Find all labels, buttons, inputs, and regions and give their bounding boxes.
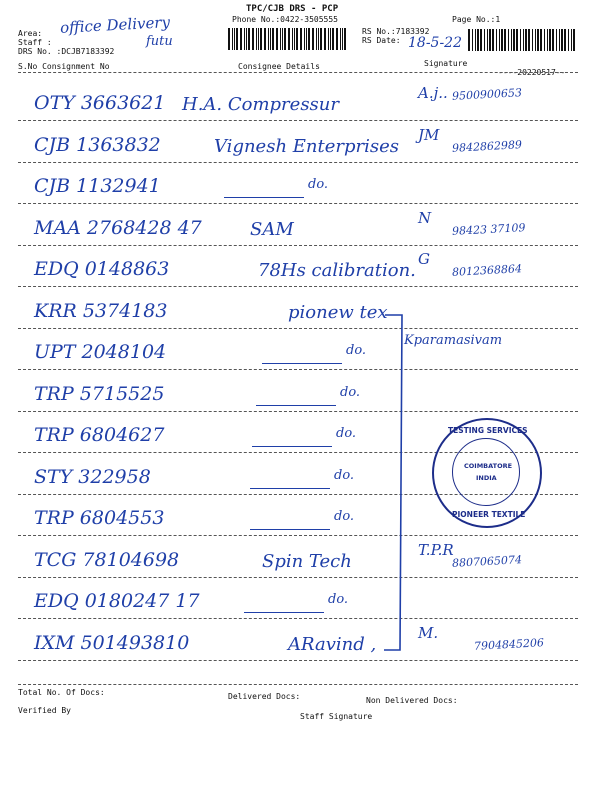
consignee-name: Spin Tech — [262, 550, 352, 572]
consignment-number: IXM 501493810 — [34, 631, 190, 654]
barcode-bar — [228, 28, 230, 50]
ditto-line — [252, 446, 332, 447]
company-stamp — [432, 418, 542, 528]
row-divider — [18, 369, 578, 370]
consignment-number: STY 322958 — [34, 465, 151, 488]
barcode-bar — [480, 29, 482, 51]
barcode-bar — [324, 28, 326, 50]
row-divider — [18, 120, 578, 121]
consignee-name: ARavind , — [288, 633, 377, 655]
barcode-bar — [559, 29, 560, 51]
barcode-bar — [475, 29, 476, 51]
form-title: TPC/CJB DRS - PCP — [246, 4, 339, 14]
barcode-bar — [276, 28, 278, 50]
row-divider — [18, 411, 578, 412]
barcode-bar — [252, 28, 254, 50]
consignment-number: TCG 78104698 — [34, 548, 180, 571]
barcode-bar — [513, 29, 515, 51]
barcode-bar — [525, 29, 527, 51]
phone-number: Phone No.:0422-3505555 — [232, 15, 338, 24]
consignee-name: pionew tex — [288, 301, 388, 323]
receiver-signature: A.j.. — [418, 84, 448, 102]
barcode-bar — [284, 28, 286, 50]
consignment-number: EDQ 0180247 17 — [34, 590, 200, 612]
barcode-bar — [272, 28, 274, 50]
barcode-bar — [549, 29, 551, 51]
barcode-bar — [282, 28, 283, 50]
consignee-name: Vignesh Enterprises — [214, 135, 399, 157]
barcode-bar — [260, 28, 262, 50]
total-docs-label: Total No. Of Docs: — [18, 688, 105, 697]
ditto-line — [250, 529, 330, 530]
barcode-bar — [547, 29, 548, 51]
barcode-bar — [344, 28, 346, 50]
barcode-bar — [306, 28, 307, 50]
barcode-bar — [573, 29, 575, 51]
consignment-number: UPT 2048104 — [34, 341, 167, 363]
staff-signature-label: Staff Signature — [300, 712, 373, 721]
barcode-bar — [520, 29, 521, 51]
drs-number: DRS No. :DCJB7183392 — [18, 47, 115, 56]
barcode-bar — [236, 28, 238, 50]
footer-divider — [18, 684, 578, 685]
column-header-consignee: Consignee Details — [238, 62, 320, 71]
barcode-bar — [496, 29, 497, 51]
barcode-bar — [256, 28, 257, 50]
staff-label: Staff : — [18, 38, 52, 47]
receiver-signature: T.P.R — [418, 540, 454, 559]
page-number: Page No.:1 — [452, 15, 501, 24]
receiver-signature: N — [418, 208, 432, 227]
bracket-mark — [380, 310, 420, 660]
barcode-bar — [540, 29, 542, 51]
barcode-bar — [240, 28, 242, 50]
barcode-bar — [312, 28, 314, 50]
consignee-name: H.A. Compressur — [182, 94, 339, 115]
barcode-bar — [336, 28, 338, 50]
receiver-signature: JM — [418, 125, 440, 144]
receiver-phone: 8012368864 — [451, 262, 523, 279]
receiver-signature: G — [418, 250, 430, 268]
barcode-bar — [232, 28, 233, 50]
barcode-bar — [537, 29, 539, 51]
ditto-line — [224, 197, 304, 198]
staff-handwritten: futu — [146, 34, 173, 49]
stamp-inner-ring — [452, 438, 520, 506]
barcode-bar — [501, 29, 503, 51]
barcode-bar — [535, 29, 536, 51]
barcode-bar — [332, 28, 334, 50]
barcode-bar — [499, 29, 500, 51]
consignment-number: MAA 2768428 47 — [34, 216, 202, 239]
consignment-number: TRP 5715525 — [34, 382, 165, 405]
consignee-name: do. — [328, 592, 349, 607]
barcode-bar — [342, 28, 343, 50]
barcode-bar — [484, 29, 485, 51]
barcode-bar — [292, 28, 293, 50]
barcode-bar — [511, 29, 512, 51]
ditto-line — [250, 488, 330, 489]
barcode-bar — [516, 29, 518, 51]
barcode-bar — [487, 29, 488, 51]
stamp-outer-text: TESTING SERVICES — [448, 426, 528, 435]
row-divider — [18, 618, 578, 619]
header-divider — [18, 72, 578, 73]
row-divider — [18, 328, 578, 329]
area-label: Area: — [18, 29, 43, 38]
barcode-bar — [489, 29, 491, 51]
rs-date-label: RS Date: — [362, 36, 401, 45]
barcode-bar — [270, 28, 271, 50]
barcode-bar — [294, 28, 295, 50]
barcode-bar — [318, 28, 319, 50]
column-header-consignment: S.No Consignment No — [18, 62, 110, 71]
receiver-signature: M. — [418, 623, 439, 642]
date-stamp-line: ----20220517-- — [498, 68, 566, 77]
row-divider — [18, 203, 578, 204]
barcode-bar — [296, 28, 298, 50]
barcode-bar — [528, 29, 530, 51]
barcode-bar — [523, 29, 524, 51]
stamp-center-top: COIMBATORE — [464, 462, 513, 470]
barcode-bar — [268, 28, 269, 50]
consignee-name: SAM — [250, 218, 294, 240]
receiver-phone: 8807065074 — [451, 552, 523, 570]
stamp-center-bottom: INDIA — [476, 474, 497, 482]
barcode-bar — [468, 29, 470, 51]
barcode-bar — [244, 28, 245, 50]
ditto-line — [244, 612, 324, 613]
consignment-number: EDQ 0148863 — [34, 258, 170, 280]
barcode-bar — [561, 29, 563, 51]
area-handwritten: office Delivery — [59, 13, 171, 37]
receiver-phone: 9500900653 — [451, 86, 523, 103]
barcode-bar — [504, 29, 506, 51]
barcode-bar — [552, 29, 554, 51]
consignment-number: CJB 1363832 — [34, 133, 161, 156]
barcode-bar — [316, 28, 317, 50]
consignment-number: TRP 6804553 — [34, 507, 165, 529]
barcode-bar — [556, 29, 557, 51]
barcode-bar — [258, 28, 259, 50]
ditto-line — [262, 363, 342, 364]
non-delivered-docs-label: Non Delivered Docs: — [366, 696, 458, 705]
barcode-right — [468, 29, 576, 51]
consignee-name: do. — [336, 426, 357, 441]
rs-date-handwritten: 18-5-22 — [408, 35, 462, 51]
consignee-name: do. — [334, 467, 355, 483]
barcode-bar — [248, 28, 250, 50]
consignment-number: CJB 1132941 — [34, 175, 161, 197]
barcode-bar — [508, 29, 509, 51]
row-divider — [18, 162, 578, 163]
receiver-phone: 7904845206 — [473, 635, 545, 653]
verified-by-label: Verified By — [18, 706, 71, 715]
barcode-bar — [300, 28, 302, 50]
consignee-name: do. — [340, 384, 361, 400]
barcode-bar — [568, 29, 569, 51]
rs-number: RS No.:7183392 — [362, 27, 430, 36]
row-divider — [18, 245, 578, 246]
barcode-bar — [330, 28, 331, 50]
delivered-docs-label: Delivered Docs: — [228, 692, 301, 701]
barcode-bar — [304, 28, 305, 50]
barcode-bar — [492, 29, 494, 51]
receiver-phone: 9842862989 — [451, 137, 523, 155]
barcode-bar — [571, 29, 572, 51]
barcode-bar — [472, 29, 473, 51]
row-divider — [18, 535, 578, 536]
barcode-bar — [280, 28, 281, 50]
consignee-name: do. — [308, 177, 329, 192]
receiver-phone: 98423 37109 — [451, 220, 526, 238]
barcode-bar — [246, 28, 247, 50]
barcode-bar — [564, 29, 566, 51]
barcode-bar — [264, 28, 266, 50]
barcode-bar — [328, 28, 329, 50]
barcode-bar — [320, 28, 322, 50]
barcode-bar — [308, 28, 310, 50]
row-divider — [18, 660, 578, 661]
ditto-line — [256, 405, 336, 406]
barcode-bar — [532, 29, 533, 51]
consignee-name: 78Hs calibration. — [258, 260, 416, 281]
row-divider — [18, 577, 578, 578]
consignment-number: TRP 6804627 — [34, 424, 165, 446]
stamp-lower-text: PIONEER TEXTILE — [452, 510, 526, 519]
receiver-signature: Kparamasivam — [404, 333, 503, 348]
consignment-number: KRR 5374183 — [34, 299, 168, 322]
barcode-bar — [288, 28, 290, 50]
barcode-left — [228, 28, 350, 50]
column-header-signature: Signature — [424, 59, 468, 68]
row-divider — [18, 286, 578, 287]
consignee-name: do. — [346, 343, 367, 358]
barcode-bar — [544, 29, 545, 51]
barcode-bar — [340, 28, 341, 50]
consignee-name: do. — [334, 509, 355, 524]
barcode-bar — [234, 28, 235, 50]
barcode-bar — [477, 29, 479, 51]
consignment-number: OTY 3663621 — [34, 92, 166, 114]
